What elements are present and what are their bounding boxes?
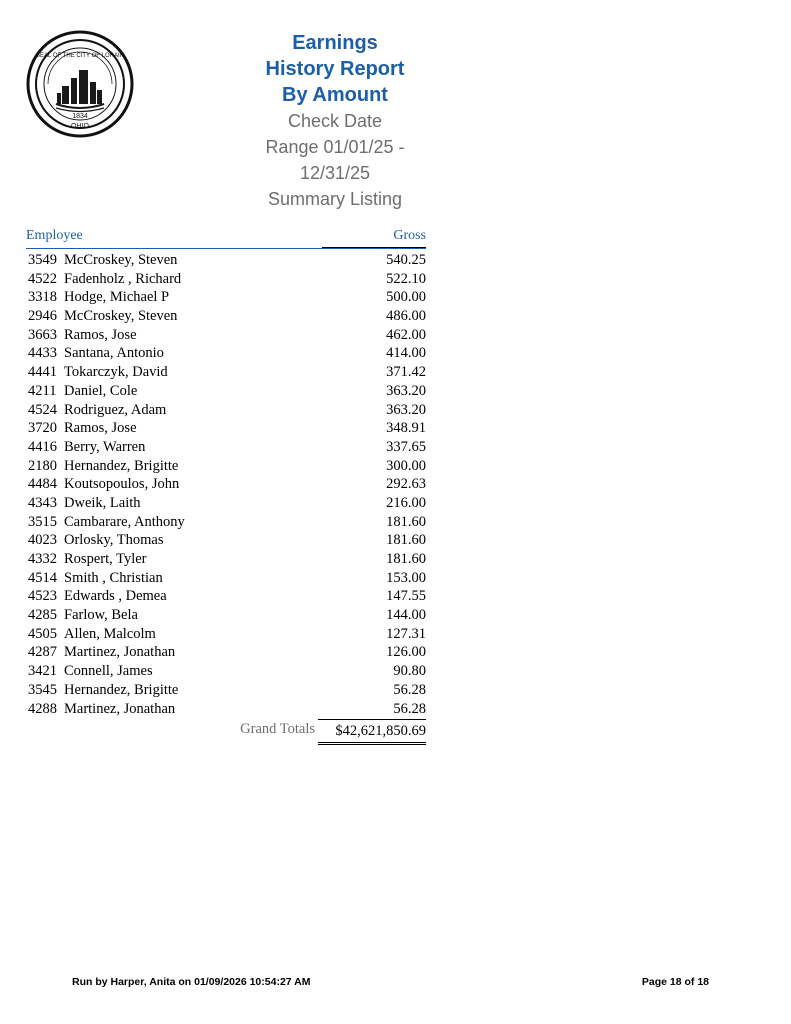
table-row	[26, 643, 426, 662]
employee-id: 4524	[28, 401, 57, 418]
table-row	[26, 700, 426, 719]
gross-amount: 56.28	[393, 681, 426, 698]
table-row	[26, 513, 426, 532]
employee-id: 4416	[28, 438, 57, 455]
employee-name: Tokarczyk, David	[64, 364, 168, 381]
gross-amount: 292.63	[386, 476, 426, 493]
gross-amount: 371.42	[386, 364, 426, 381]
employee-name: Dweik, Laith	[64, 494, 141, 511]
grand-totals-label: Grand Totals	[240, 721, 315, 738]
table-row	[26, 662, 426, 681]
employee-id: 4514	[28, 569, 57, 586]
gross-amount: 216.00	[386, 494, 426, 511]
employee-name: Martinez, Jonathan	[64, 700, 176, 717]
gross-amount: 540.25	[386, 252, 426, 268]
report-subtitle-line-1: Check Date	[287, 111, 383, 131]
table-row	[26, 363, 426, 382]
employee-id: 4441	[28, 364, 57, 381]
footer-run-by: Run by Harper, Anita on 01/09/2026 10:54:27 AM	[72, 976, 311, 988]
employee-name: Rospert, Tyler	[64, 551, 147, 567]
employee-name: Hernandez, Brigitte	[64, 457, 179, 474]
employee-id: 3318	[28, 289, 57, 306]
svg-text:SEAL OF THE CITY OF LORAIN: SEAL OF THE CITY OF LORAIN	[36, 53, 124, 59]
footer-page-number: Page 18 of 18	[641, 976, 709, 988]
employee-id: 3663	[28, 326, 57, 343]
gross-amount: 462.00	[386, 326, 426, 343]
gross-column-rule	[322, 247, 426, 248]
employee-id: 4211	[28, 382, 57, 399]
gross-amount: 363.20	[386, 382, 426, 399]
report-footer	[0, 976, 791, 992]
employee-id: 3421	[28, 663, 57, 680]
gross-amount: 363.20	[386, 401, 426, 418]
gross-amount: 181.60	[386, 551, 426, 567]
gross-amount: 500.00	[386, 289, 426, 306]
column-header-gross: Gross	[393, 228, 426, 243]
table-row	[26, 494, 426, 513]
report-header	[0, 18, 791, 218]
table-row	[26, 587, 426, 606]
employee-name: Connell, James	[64, 663, 153, 680]
table-row	[26, 625, 426, 644]
gross-amount: 181.60	[386, 532, 426, 549]
report-subtitle-line-3: 12/31/25	[299, 163, 371, 183]
employee-id: 3720	[28, 420, 57, 437]
table-row	[26, 382, 426, 401]
employee-name: McCroskey, Steven	[64, 308, 178, 325]
employee-name: Cambarare, Anthony	[64, 513, 185, 530]
table-row	[26, 344, 426, 363]
gross-amount: 522.10	[386, 270, 426, 287]
gross-amount: 414.00	[386, 345, 426, 362]
table-row	[26, 288, 426, 307]
employee-id: 4433	[28, 345, 57, 362]
gross-amount: 337.65	[386, 438, 426, 455]
gross-amount: 181.60	[386, 513, 426, 530]
gross-amount: 147.55	[386, 588, 426, 605]
employee-name: Santana, Antonio	[64, 345, 164, 362]
employee-name: Allen, Malcolm	[64, 625, 156, 642]
column-header-employee: Employee	[26, 228, 83, 243]
employee-name: Berry, Warren	[64, 438, 146, 455]
grand-totals-row	[26, 719, 426, 741]
table-header-row	[26, 228, 426, 249]
employee-id: 4023	[28, 532, 57, 549]
employee-id: 4484	[28, 476, 57, 493]
gross-amount: 300.00	[386, 457, 426, 474]
gross-amount: 144.00	[386, 607, 426, 624]
employee-name: Rodriguez, Adam	[64, 401, 167, 418]
table-row	[26, 457, 426, 476]
employee-id: 3515	[28, 513, 57, 530]
gross-amount: 127.31	[386, 625, 426, 642]
employee-id: 4522	[28, 270, 57, 287]
table-row	[26, 419, 426, 438]
report-title-line-3: By Amount	[282, 84, 388, 106]
table-row	[26, 438, 426, 457]
employee-id: 4287	[28, 644, 57, 661]
gross-amount: 348.91	[386, 420, 426, 437]
gross-amount: 486.00	[386, 308, 426, 325]
employee-name: Orlosky, Thomas	[64, 532, 164, 549]
employee-id: 3549	[28, 252, 57, 268]
employee-id: 2946	[28, 308, 57, 325]
table-row	[26, 251, 426, 270]
table-row	[26, 550, 426, 569]
city-seal-icon	[26, 30, 134, 138]
employee-name: Ramos, Jose	[64, 326, 137, 343]
employee-id: 4343	[28, 494, 57, 511]
employee-id: 3545	[28, 681, 57, 698]
table-row	[26, 569, 426, 588]
employee-name: Hernandez, Brigitte	[64, 681, 179, 698]
table-row	[26, 307, 426, 326]
svg-text:1834: 1834	[72, 113, 88, 120]
employee-id: 2180	[28, 457, 57, 474]
table-row	[26, 401, 426, 420]
employee-name: Martinez, Jonathan	[64, 644, 176, 661]
gross-amount: 153.00	[386, 569, 426, 586]
report-title-line-2: History Report	[265, 58, 405, 80]
employee-id: 4285	[28, 607, 57, 624]
report-title-block	[230, 30, 440, 212]
employee-id: 4523	[28, 588, 57, 605]
table-row	[26, 606, 426, 625]
employee-name: McCroskey, Steven	[64, 252, 178, 268]
employee-id: 4332	[28, 551, 57, 567]
employee-name: Ramos, Jose	[64, 420, 137, 437]
report-title-line-1: Earnings	[292, 32, 378, 54]
employee-name: Farlow, Bela	[64, 607, 138, 624]
report-subtitle-line-4: Summary Listing	[267, 189, 403, 209]
table-row	[26, 531, 426, 550]
table-row	[26, 270, 426, 289]
report-table	[26, 228, 426, 741]
employee-id: 4505	[28, 625, 57, 642]
gross-amount: 90.80	[393, 663, 426, 680]
report-subtitle-line-2: Range 01/01/25 -	[265, 137, 405, 157]
table-row	[26, 326, 426, 345]
table-body	[26, 251, 426, 718]
employee-name: Smith , Christian	[64, 569, 163, 586]
employee-name: Fadenholz , Richard	[64, 270, 182, 287]
employee-id: 4288	[28, 700, 57, 717]
gross-amount: 126.00	[386, 644, 426, 661]
employee-name: Edwards , Demea	[64, 588, 167, 605]
gross-amount: 56.28	[393, 700, 426, 717]
employee-name: Hodge, Michael P	[64, 289, 170, 306]
svg-text:OHIO: OHIO	[71, 123, 89, 130]
employee-name: Koutsopoulos, John	[64, 476, 180, 493]
grand-totals-value: $42,621,850.69	[318, 719, 426, 745]
table-row	[26, 681, 426, 700]
table-row	[26, 475, 426, 494]
employee-name: Daniel, Cole	[64, 382, 138, 399]
